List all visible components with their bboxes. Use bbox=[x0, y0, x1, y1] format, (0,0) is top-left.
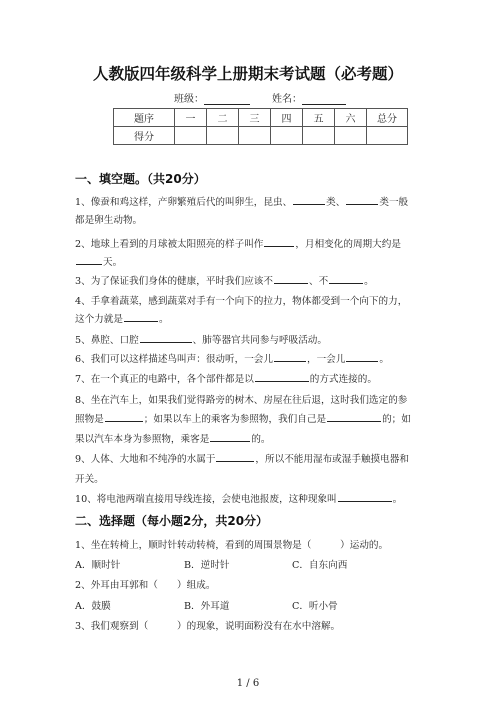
score-cell[interactable] bbox=[303, 127, 335, 145]
option-a[interactable]: A．鼓膜 bbox=[75, 601, 111, 612]
answer-blank[interactable] bbox=[124, 311, 158, 322]
score-cell[interactable] bbox=[271, 127, 303, 145]
answer-blank[interactable] bbox=[216, 451, 254, 462]
question-text: 天。 bbox=[103, 257, 123, 268]
answer-blank[interactable] bbox=[210, 431, 250, 442]
question-text: 3、为了保证我们身体的健康，平时我们应该不 bbox=[75, 276, 273, 287]
question-line bbox=[75, 411, 411, 425]
question-line bbox=[75, 332, 327, 346]
question-line: 1、坐在转椅上，顺时针转动转椅，看到的周围景物是（ ）运动的。 bbox=[75, 540, 389, 551]
question-line bbox=[75, 311, 169, 325]
question-text: 7、在一个真正的电路中，各个部件都是以 bbox=[75, 374, 254, 385]
question-text: 类、 bbox=[326, 197, 346, 208]
question-line bbox=[75, 451, 409, 465]
answer-blank[interactable] bbox=[346, 351, 378, 362]
score-header-cell: 三 bbox=[239, 109, 271, 127]
question-text: 。 bbox=[364, 276, 374, 287]
question-line bbox=[75, 371, 377, 385]
name-blank[interactable] bbox=[302, 93, 346, 105]
section1-heading: 一、填空题。（共20分） bbox=[75, 172, 206, 186]
question-text: 开关。 bbox=[75, 474, 104, 485]
section2-heading: 二、选择题（每小题2分，共20分） bbox=[75, 514, 269, 528]
question-text: 都是卵生动物。 bbox=[75, 215, 143, 226]
question-line bbox=[75, 351, 389, 365]
score-row bbox=[114, 127, 408, 145]
question-text: 这个力就是 bbox=[75, 314, 123, 325]
page-title: 人教版四年级科学上册期末考试题（必考题） bbox=[92, 65, 403, 83]
option-a[interactable]: A．顺时针 bbox=[75, 560, 121, 571]
question-text: 的方式连接的。 bbox=[309, 374, 377, 385]
answer-blank[interactable] bbox=[293, 194, 325, 205]
question-line: 2、外耳由耳郭和（ ）组成。 bbox=[75, 580, 216, 591]
answer-blank[interactable] bbox=[346, 194, 378, 205]
answer-blank[interactable] bbox=[329, 273, 363, 284]
question-text: 照物是 bbox=[75, 414, 104, 425]
score-header-cell: 总分 bbox=[367, 109, 408, 127]
score-cell[interactable] bbox=[239, 127, 271, 145]
question-text: 的。 bbox=[251, 434, 271, 445]
question-text: 、不 bbox=[308, 276, 329, 287]
question-line bbox=[75, 471, 104, 485]
question-text: 。 bbox=[158, 314, 169, 325]
question-text: 1、像蚕和鸡这样，产卵繁殖后代的叫卵生，昆虫、 bbox=[75, 197, 293, 208]
question-line bbox=[75, 254, 122, 268]
option-c[interactable]: C．自东向西 bbox=[292, 560, 348, 571]
question-text: 类一般 bbox=[379, 197, 409, 208]
option-c[interactable]: C．听小骨 bbox=[292, 601, 338, 612]
score-cell[interactable] bbox=[367, 127, 408, 145]
question-text: 8、坐在汽车上，如果我们觉得路旁的树木、房屋在往后退，这时我们选定的参 bbox=[75, 395, 408, 406]
score-header-cell: 四 bbox=[271, 109, 303, 127]
question-text: ，一会儿 bbox=[306, 354, 346, 365]
score-header-cell: 五 bbox=[303, 109, 335, 127]
answer-blank[interactable] bbox=[140, 332, 192, 343]
question-line bbox=[75, 212, 142, 226]
question-text: ，所以不能用湿布或湿手触摸电器和 bbox=[255, 454, 409, 465]
question-line bbox=[75, 194, 408, 208]
class-label: 班级： bbox=[174, 94, 204, 105]
score-header-cell: 一 bbox=[175, 109, 207, 127]
question-text: 。 bbox=[392, 494, 403, 505]
question-text: 果以汽车本身为参照物，乘客是 bbox=[75, 434, 210, 445]
question-text: 。 bbox=[379, 354, 389, 365]
score-header-cell: 六 bbox=[335, 109, 367, 127]
answer-blank[interactable] bbox=[264, 236, 294, 247]
name-label: 姓名： bbox=[272, 94, 302, 105]
question-text: 的；如 bbox=[382, 414, 411, 425]
class-field bbox=[174, 90, 250, 105]
score-cell[interactable] bbox=[175, 127, 207, 145]
question-line bbox=[75, 392, 407, 406]
question-text: 9、人体、大地和不纯净的水属于 bbox=[75, 454, 216, 465]
answer-blank[interactable] bbox=[274, 273, 308, 284]
question-line bbox=[75, 431, 271, 445]
question-line: 3、我们观察到（ ）的现象，说明面粉没有在水中溶解。 bbox=[75, 621, 341, 632]
page-number: 1 / 6 bbox=[236, 678, 260, 689]
answer-blank[interactable] bbox=[255, 371, 309, 382]
score-cell[interactable] bbox=[207, 127, 239, 145]
question-line bbox=[75, 273, 374, 287]
score-row-label: 得分 bbox=[114, 127, 175, 145]
question-line bbox=[75, 236, 401, 250]
answer-blank[interactable] bbox=[105, 411, 143, 422]
option-b[interactable]: B．逆时针 bbox=[184, 560, 230, 571]
option-b[interactable]: B．外耳道 bbox=[184, 601, 230, 612]
question-text: 4、手拿着蔬菜，感到蔬菜对手有一个向下的拉力，物体都受到一个向下的力， bbox=[75, 296, 408, 307]
question-text: 6、我们可以这样描述鸟叫声：很动听，一会儿 bbox=[75, 354, 273, 365]
score-header-cell: 题序 bbox=[114, 109, 175, 127]
score-header-row bbox=[114, 109, 408, 127]
class-blank[interactable] bbox=[204, 93, 250, 105]
name-field bbox=[272, 90, 346, 105]
question-line bbox=[75, 293, 407, 307]
answer-blank[interactable] bbox=[327, 411, 381, 422]
score-header-cell: 二 bbox=[207, 109, 239, 127]
question-text: ；如果以车上的乘客为参照物，我们自己是 bbox=[143, 414, 327, 425]
answer-blank[interactable] bbox=[76, 254, 102, 265]
question-text: ，月相变化的周期大约是 bbox=[295, 239, 401, 250]
question-text: 5、鼻腔、口腔 bbox=[75, 335, 139, 346]
score-table bbox=[113, 108, 408, 145]
answer-blank[interactable] bbox=[274, 351, 306, 362]
question-text: 2、地球上看到的月球被太阳照亮的样子叫作 bbox=[75, 239, 264, 250]
score-cell[interactable] bbox=[335, 127, 367, 145]
question-text: 10、将电池两端直接用导线连接，会使电池报废，这种现象叫 bbox=[75, 494, 337, 505]
question-line bbox=[75, 491, 402, 505]
question-text: 、肺等器官共同参与呼吸活动。 bbox=[192, 335, 327, 346]
answer-blank[interactable] bbox=[338, 491, 392, 502]
